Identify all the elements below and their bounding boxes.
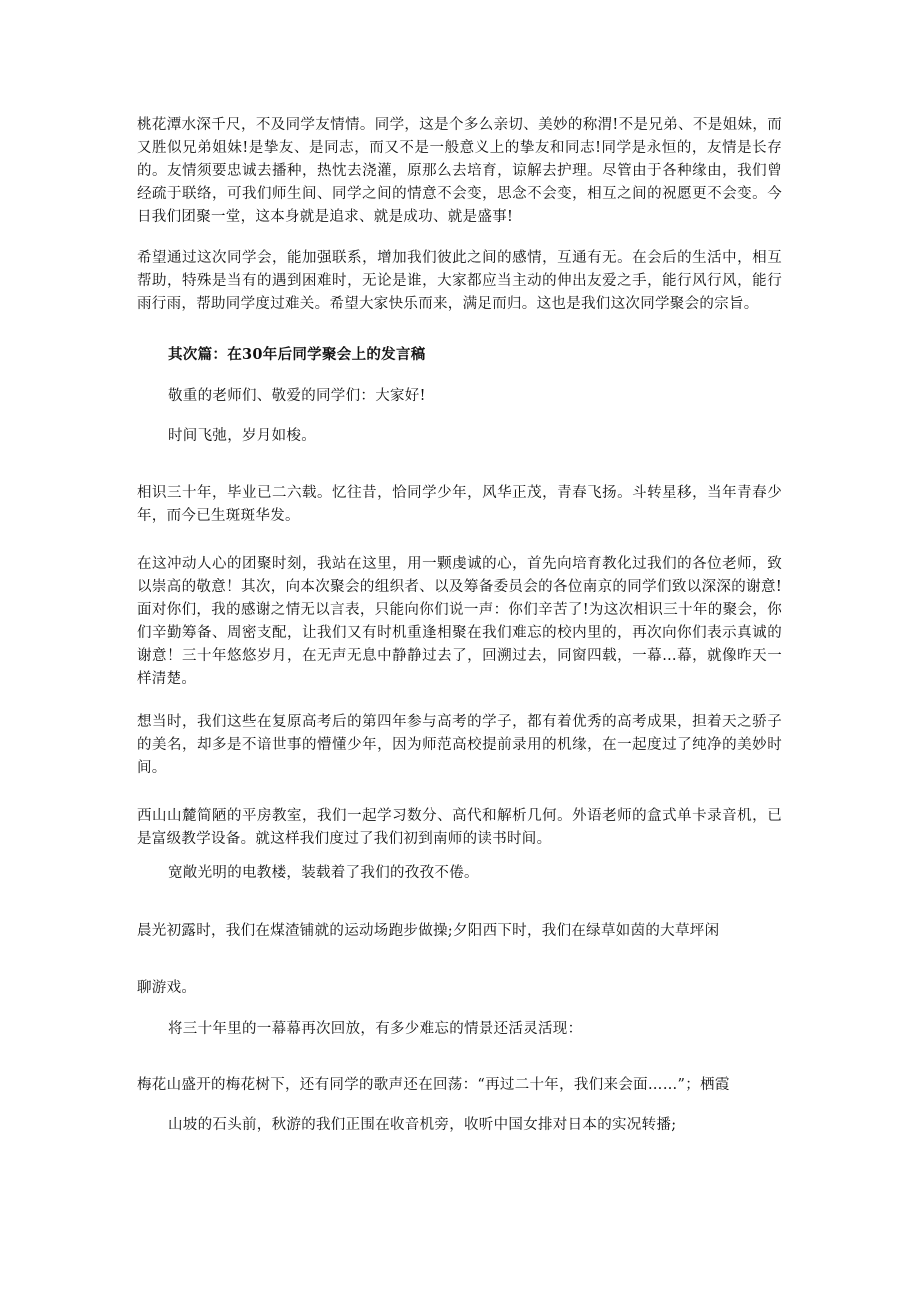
paragraph-thirty-years: 相识三十年，毕业已二六载。忆往昔，恰同学少年，风华正茂，青春飞扬。斗转星移，当年青春少年，而今已生斑斑华发。 (137, 485, 782, 524)
paragraph-time: 时间飞弛，岁月如梭。 (168, 428, 316, 444)
paragraph-memories: 想当时，我们这些在复原高考后的第四年参与高考的学子，都有着优秀的高考成果，担着天之骄子的美名，却多是不谙世事的懵懂少年，因为师范高校提前录用的机缘，在一起度过了纯净的美妙时间。 (137, 714, 782, 776)
paragraph-morning: 晨光初露时，我们在煤渣铺就的运动场跑步做操;夕阳西下时，我们在绿草如茵的大草坪闲 (137, 923, 720, 939)
paragraph-replay: 将三十年里的一幕幕再次回放，有多少难忘的情景还活灵活现： (168, 1021, 583, 1037)
paragraph-qixia: 山坡的石头前，秋游的我们正围在收音机旁，收听中国女排对日本的实况转播; (168, 1117, 677, 1133)
paragraph-classroom: 西山山麓简陋的平房教室，我们一起学习数分、高代和解析几何。外语老师的盒式单卡录音机，已是富级教学设备。就这样我们度过了我们初到南师的读书时间。 (137, 808, 782, 847)
paragraph-gratitude: 在这冲动人心的团聚时刻，我站在这里，用一颗虔诚的心，首先向培育教化过我们的各位老师，致以崇高的敬意！其次，向本次聚会的组织者、以及筹备委员会的各位南京的同学们致以深深的谢意!面对你们，我的感谢之情无以言表，只能向你们说一声：你们辛苦了!为这次相识三十年的聚会，你们辛勤筹备、周密支配，让我们又有时机重逢相聚在我们难忘的校内里的，再次向你们表示真诚的谢意！三十年悠悠岁月，在无声无息中静静过去了，回溯过去，同窗四载，一幕…幕，就像昨天一样清楚。 (137, 556, 782, 687)
paragraph-chat: 聊游戏。 (137, 980, 197, 996)
paragraph-building: 宽敞光明的电教楼，装载着了我们的孜孜不倦。 (168, 865, 479, 881)
section-heading: 其次篇：在30年后同学聚会上的发言稿 (168, 346, 426, 363)
paragraph-greeting: 敬重的老师们、敬爱的同学们：大家好! (168, 388, 426, 404)
paragraph-hope: 希望通过这次同学会，能加强联系，增加我们彼此之间的感情，互通有无。在会后的生活中，相互帮助，特殊是当有的遇到困难时，无论是谁，大家都应当主动的伸出友爱之手，能行风行风，能行雨行雨，帮助同学度过难关。希望大家快乐而来，满足而归。这也是我们这次同学聚会的宗旨。 (137, 250, 782, 312)
paragraph-plum-blossom: 梅花山盛开的梅花树下，还有同学的歌声还在回荡：“再过二十年，我们来会面……”；栖霞 (137, 1077, 730, 1093)
paragraph-friendship: 桃花潭水深千尺，不及同学友情情。同学，这是个多么亲切、美妙的称渭!不是兄弟、不是姐妹，而又胜似兄弟姐妹!是挚友、是同志，而又不是一般意义上的挚友和同志!同学是永恒的，友情是长存的。友情须要忠诚去播种，热忱去浇灌，原那么去培育，谅解去护理。尽管由于各种缘由，我们曾经疏于联络，可我们师生间、同学之间的情意不会变，思念不会变，相互之间的祝愿更不会变。今日我们团聚一堂，这本身就是追求、就是成功、就是盛事! (137, 117, 782, 225)
